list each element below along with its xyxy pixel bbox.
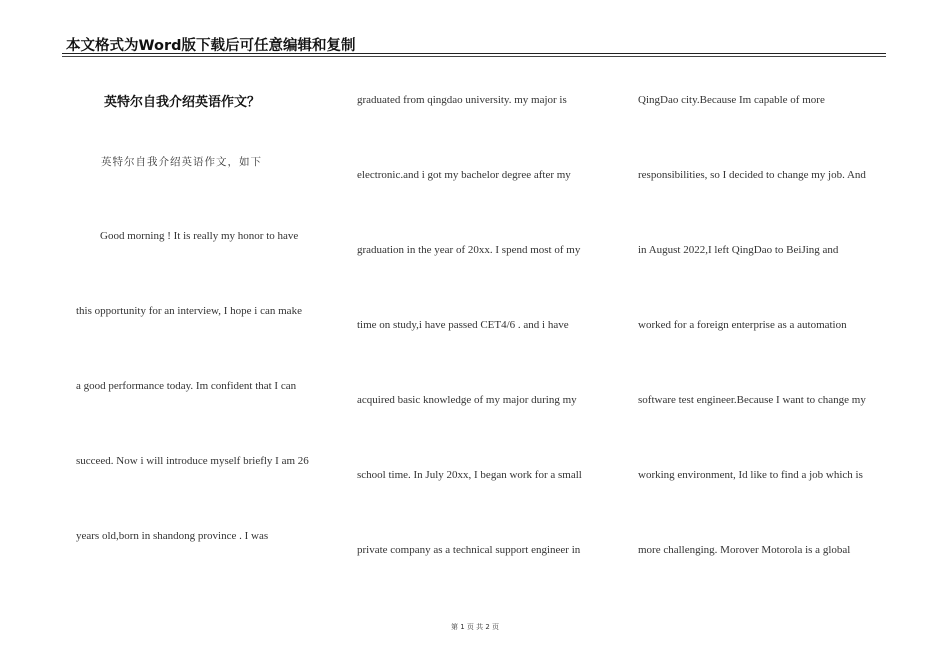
text-line: responsibilities, so I decided to change my job. And xyxy=(638,169,866,181)
text-line: Good morning ! It is really my honor to have xyxy=(100,230,299,242)
text-line: graduation in the year of 20xx. I spend most of my xyxy=(357,244,581,256)
text-line: years old,born in shandong province . I was xyxy=(76,530,269,542)
text-line: electronic.and i got my bachelor degree after my xyxy=(357,169,571,181)
text-line: QingDao city.Because Im capable of more xyxy=(638,94,825,106)
header-rule-thick xyxy=(62,53,886,54)
document-subtitle: 英特尔自我介绍英语作文，如下 xyxy=(101,156,262,168)
text-line: more challenging. Morover Motorola is a global xyxy=(638,544,851,556)
text-line: acquired basic knowledge of my major during my xyxy=(357,394,577,406)
text-line: private company as a technical support engineer in xyxy=(357,544,581,556)
page-number: 第 1 页 共 2 页 xyxy=(450,623,500,631)
text-line: graduated from qingdao university. my major is xyxy=(357,94,567,106)
header-rule-thin xyxy=(62,56,886,57)
text-line: software test engineer.Because I want to change my xyxy=(638,394,866,406)
text-line: in August 2022,I left QingDao to BeiJing and xyxy=(638,244,839,256)
text-line: succeed. Now i will introduce myself briefly I am 26 xyxy=(76,455,309,467)
text-line: a good performance today. Im confident that I can xyxy=(76,380,297,392)
text-line: working environment, Id like to find a job which is xyxy=(638,469,863,481)
text-line: school time. In July 20xx, I began work for a small xyxy=(357,469,582,481)
document-title: 英特尔自我介绍英语作文？ xyxy=(104,95,261,110)
text-line: worked for a foreign enterprise as a automation xyxy=(638,319,847,331)
text-line: this opportunity for an interview, I hope i can make xyxy=(76,305,302,317)
header-title: 本文格式为Word版下载后可任意编辑和复制 xyxy=(66,38,356,54)
text-line: time on study,i have passed CET4/6 . and i have xyxy=(357,319,569,331)
